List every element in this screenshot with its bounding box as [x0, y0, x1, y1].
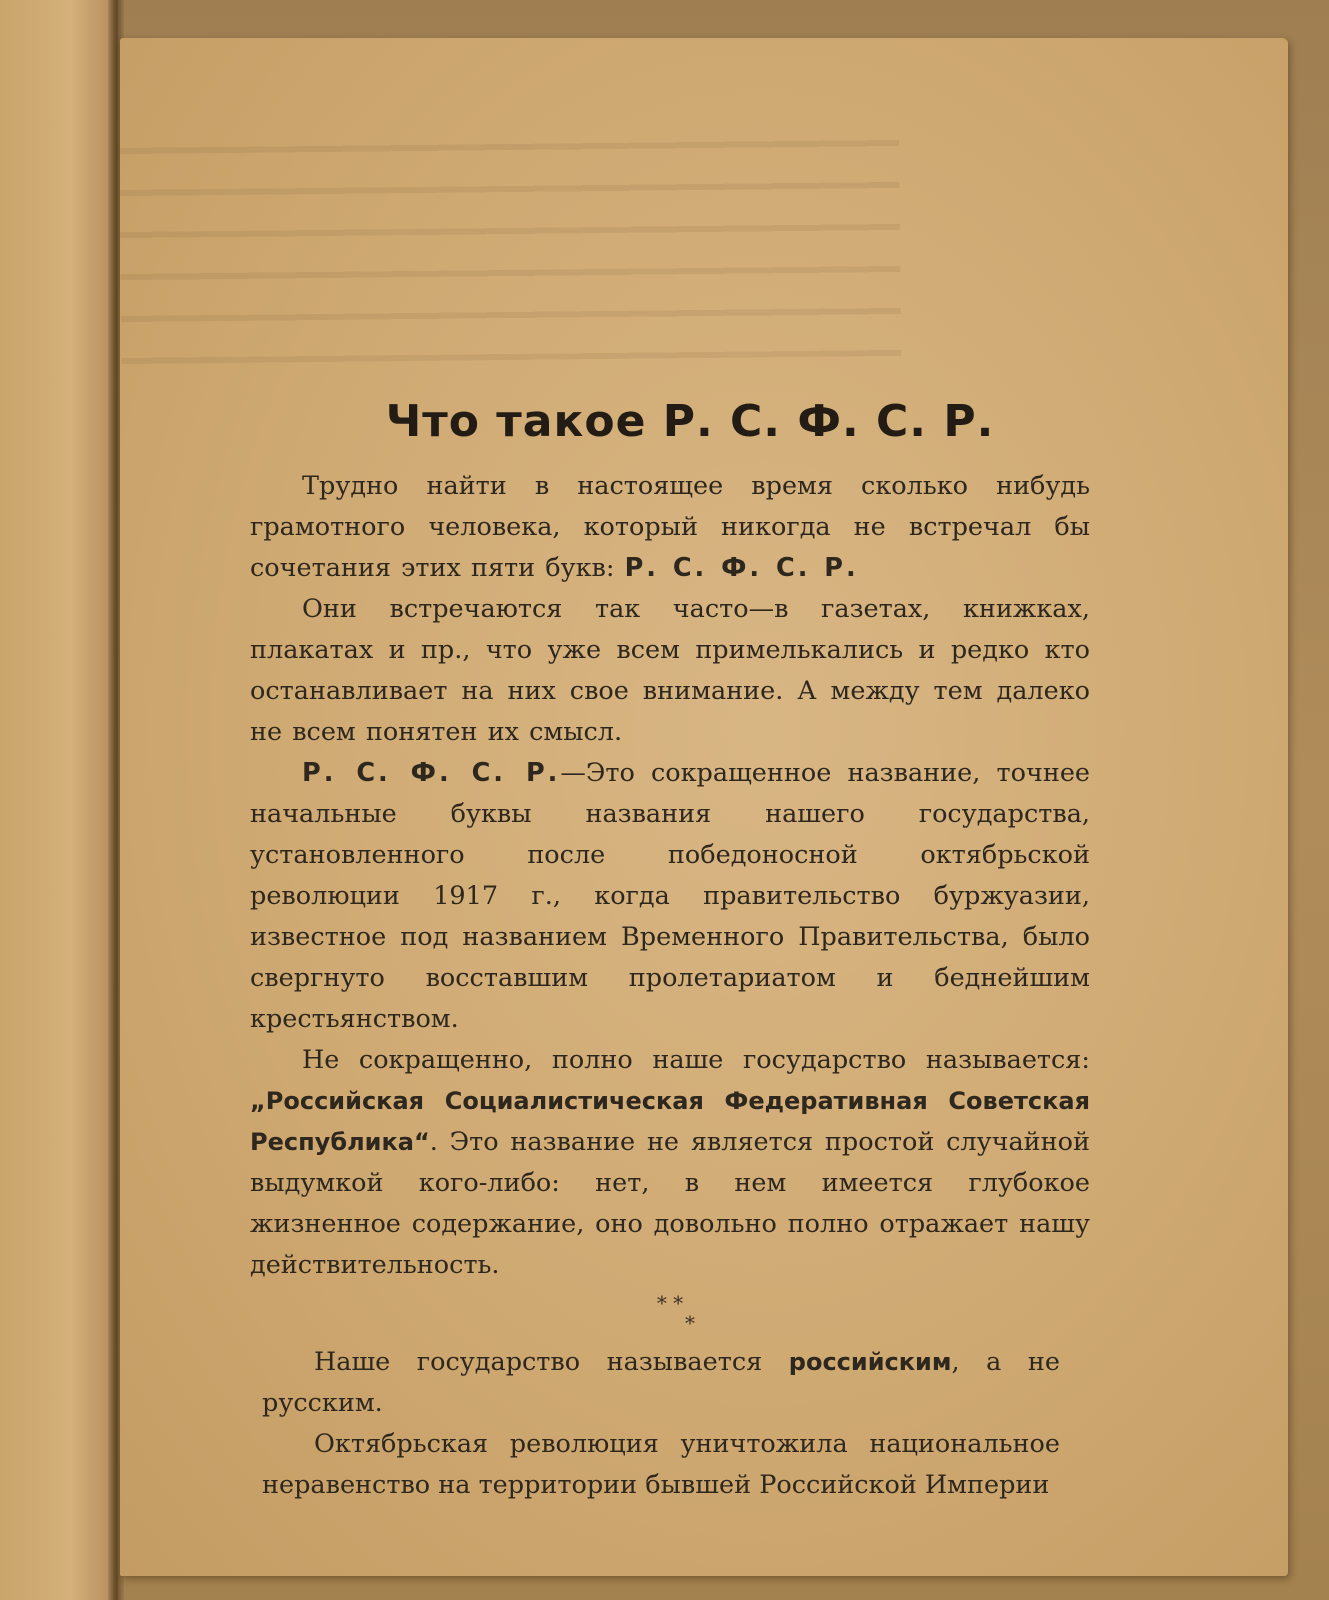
separator-stars-top: * *	[656, 1291, 684, 1315]
page-text	[250, 392, 1090, 1506]
bold-word: российским	[788, 1348, 952, 1376]
paragraph-6: Октябрьская революция уничтожила национальное неравенство на территории бывшей Российской Империи	[262, 1429, 1060, 1500]
facing-page-edge	[0, 0, 118, 1600]
paragraph-4	[250, 1040, 1090, 1286]
page-title: Что такое Р. С. Ф. С. Р.	[385, 396, 995, 447]
section-separator	[250, 1286, 1090, 1342]
abbreviation: Р. С. Ф. С. Р.	[624, 553, 859, 583]
paragraph-1	[250, 466, 1090, 589]
abbreviation: Р. С. Ф. С. Р.	[302, 758, 561, 788]
paragraph-1-text: Трудно найти в настоящее время сколько нибудь грамотного человека, который никогда не встречал бы сочетания этих пяти букв:	[250, 471, 1090, 583]
paragraph-5-text-start: Наше государство называется	[314, 1347, 763, 1377]
state-full-name: „Российская Социалистическая Федеративная Советская Республика“	[250, 1087, 1090, 1156]
paragraph-4-text-start: Не сокращенно, полно наше государство называется:	[302, 1045, 1090, 1075]
paragraph-5-text-end: , а не русским.	[262, 1347, 1060, 1418]
paragraph-5	[250, 1342, 1090, 1424]
paragraph-2: Они встречаются так часто—в газетах, книжках, плакатах и пр., что уже всем примелькались и редко кто останавливает на них свое внимание. А между тем далеко не всем понятен их смысл.	[250, 594, 1090, 747]
paragraph-3-text: —Это сокращенное название, точнее начальные буквы названия нашего государства, установленного после победоносной октябрьской революции 1917 г., когда правительство буржуазии, известное под названием Временного Правительства, было свергнуто восставшим пролетариатом и беднейшим крестьянством.	[250, 758, 1091, 1034]
paragraph-3	[250, 753, 1090, 1040]
bleed-through-text	[119, 116, 901, 364]
separator-star-bottom: *	[685, 1311, 695, 1335]
paragraph-4-text-end: . Это название не является простой случайной выдумкой кого-либо: нет, в нем имеется глубокое жизненное содержание, оно довольно полно отражает нашу действительность.	[250, 1127, 1090, 1280]
